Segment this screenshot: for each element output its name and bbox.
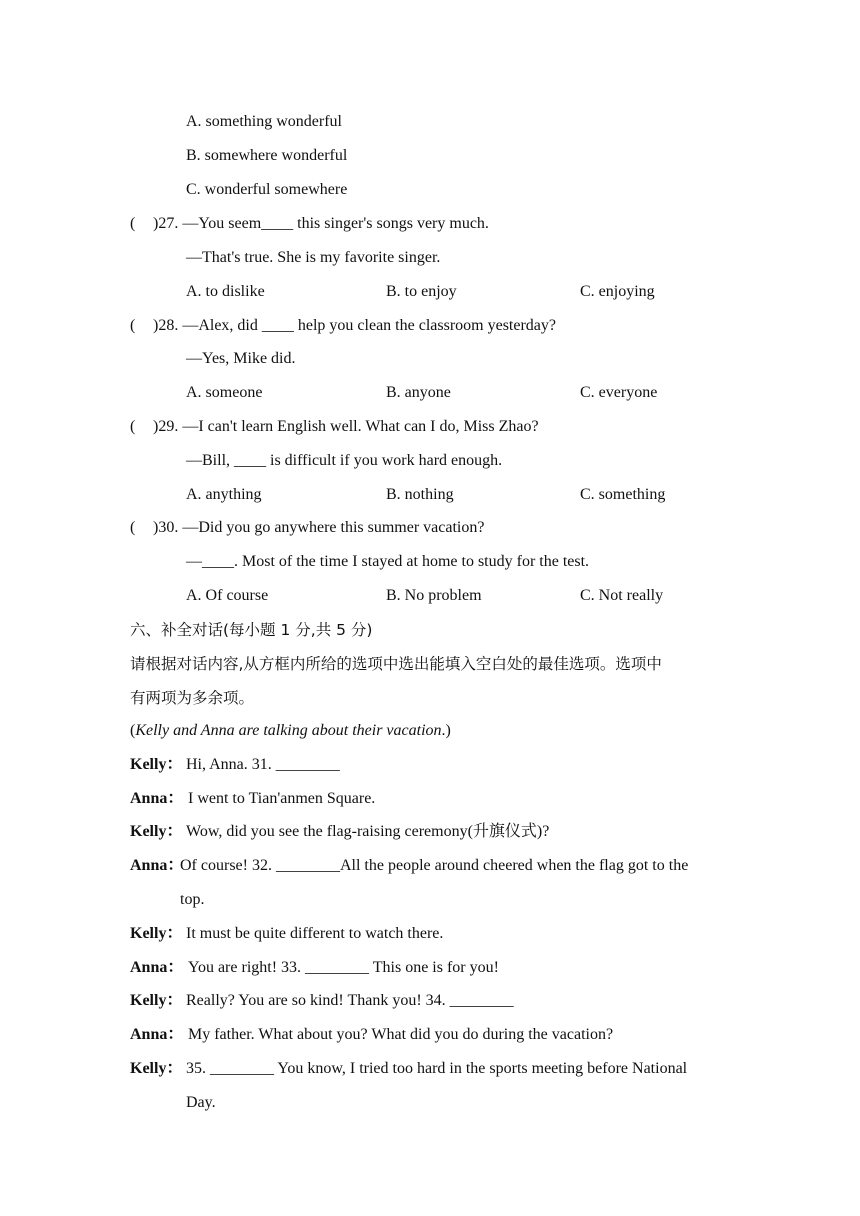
dialogue-line xyxy=(130,789,183,809)
dialogue-text: My father. What about you? What did you do during the vacation? xyxy=(188,1026,614,1043)
q28-option-c: C. everyone xyxy=(580,384,658,401)
q28-option-a: A. someone xyxy=(186,384,263,401)
q28-reply: —Yes, Mike did. xyxy=(186,350,296,367)
q27-option-b: B. to enjoy xyxy=(386,283,457,300)
dialogue-text: 35. ________ You know, I tried too hard in the sports meeting before National xyxy=(186,1060,688,1077)
q29-stem: )29. —I can't learn English well. What can I do, Miss Zhao? xyxy=(153,418,539,435)
dialogue-text-cont: top. xyxy=(180,891,205,908)
q30-option-a: A. Of course xyxy=(186,587,269,604)
dialogue-line xyxy=(130,991,182,1011)
answer-paren: ( xyxy=(130,519,136,536)
speaker-label: Anna： xyxy=(130,959,184,976)
context-text: Kelly and Anna are talking about their vacation xyxy=(135,722,442,739)
q29-reply: —Bill, ____ is difficult if you work hard enough. xyxy=(186,452,503,469)
q27-option-a: A. to dislike xyxy=(186,283,265,300)
context-open-paren: ( xyxy=(130,722,136,739)
q28-option-b: B. anyone xyxy=(386,384,451,401)
dialogue-text: It must be quite different to watch there. xyxy=(186,925,444,942)
speaker-label: Kelly： xyxy=(130,925,183,942)
q30-option-c: C. Not really xyxy=(580,587,664,604)
q30-stem: )30. —Did you go anywhere this summer vacation? xyxy=(153,519,485,536)
q27-reply: —That's true. She is my favorite singer. xyxy=(186,249,441,266)
speaker-label: Kelly： xyxy=(130,1060,183,1077)
dialogue-text: Hi, Anna. 31. ________ xyxy=(186,756,340,773)
q29-option-b: B. nothing xyxy=(386,486,454,503)
speaker-label: Anna： xyxy=(130,857,184,874)
answer-paren: ( xyxy=(130,317,136,334)
dialogue-text: Really? You are so kind! Thank you! 34. ________ xyxy=(186,992,514,1009)
q30-reply: —____. Most of the time I stayed at home to study for the test. xyxy=(186,553,590,570)
speaker-label: Kelly： xyxy=(130,823,183,840)
context-close-paren: .) xyxy=(441,722,451,739)
speaker-label: Anna： xyxy=(130,790,184,807)
section-instruction: 请根据对话内容,从方框内所给的选项中选出能填入空白处的最佳选项。选项中 xyxy=(130,655,662,673)
dialogue-text-cont: Day. xyxy=(186,1094,216,1111)
q29-option-c: C. something xyxy=(580,486,666,503)
q30-option-b: B. No problem xyxy=(386,587,482,604)
section-instruction-cont: 有两项为多余项。 xyxy=(130,689,255,707)
speaker-label: Kelly： xyxy=(130,992,183,1009)
dialogue-text: You are right! 33. ________ This one is for you! xyxy=(188,959,499,976)
speaker-label: Anna： xyxy=(130,1026,184,1043)
dialogue-line xyxy=(130,856,183,876)
answer-paren: ( xyxy=(130,215,136,232)
q28-stem: )28. —Alex, did ____ help you clean the classroom yesterday? xyxy=(153,317,556,334)
dialogue-line xyxy=(130,1059,182,1079)
dialogue-context xyxy=(130,721,451,741)
answer-paren: ( xyxy=(130,418,136,435)
dialogue-text: Wow, did you see the flag-raising ceremony(升旗仪式)? xyxy=(186,823,550,840)
dialogue-line xyxy=(130,822,182,842)
q26-option-b: B. somewhere wonderful xyxy=(186,147,348,164)
speaker-label: Kelly： xyxy=(130,756,183,773)
dialogue-line xyxy=(130,958,183,978)
q27-option-c: C. enjoying xyxy=(580,283,655,300)
q27-stem: )27. —You seem____ this singer's songs very much. xyxy=(153,215,489,232)
dialogue-line xyxy=(130,755,182,775)
q29-option-a: A. anything xyxy=(186,486,262,503)
q26-option-c: C. wonderful somewhere xyxy=(186,181,348,198)
q26-option-a: A. something wonderful xyxy=(186,113,342,130)
dialogue-text: Of course! 32. ________All the people around cheered when the flag got to the xyxy=(180,857,689,874)
dialogue-line xyxy=(130,924,182,944)
dialogue-line xyxy=(130,1025,183,1045)
dialogue-text: I went to Tian'anmen Square. xyxy=(188,790,376,807)
section-title: 六、补全对话(每小题 1 分,共 5 分) xyxy=(130,621,373,639)
